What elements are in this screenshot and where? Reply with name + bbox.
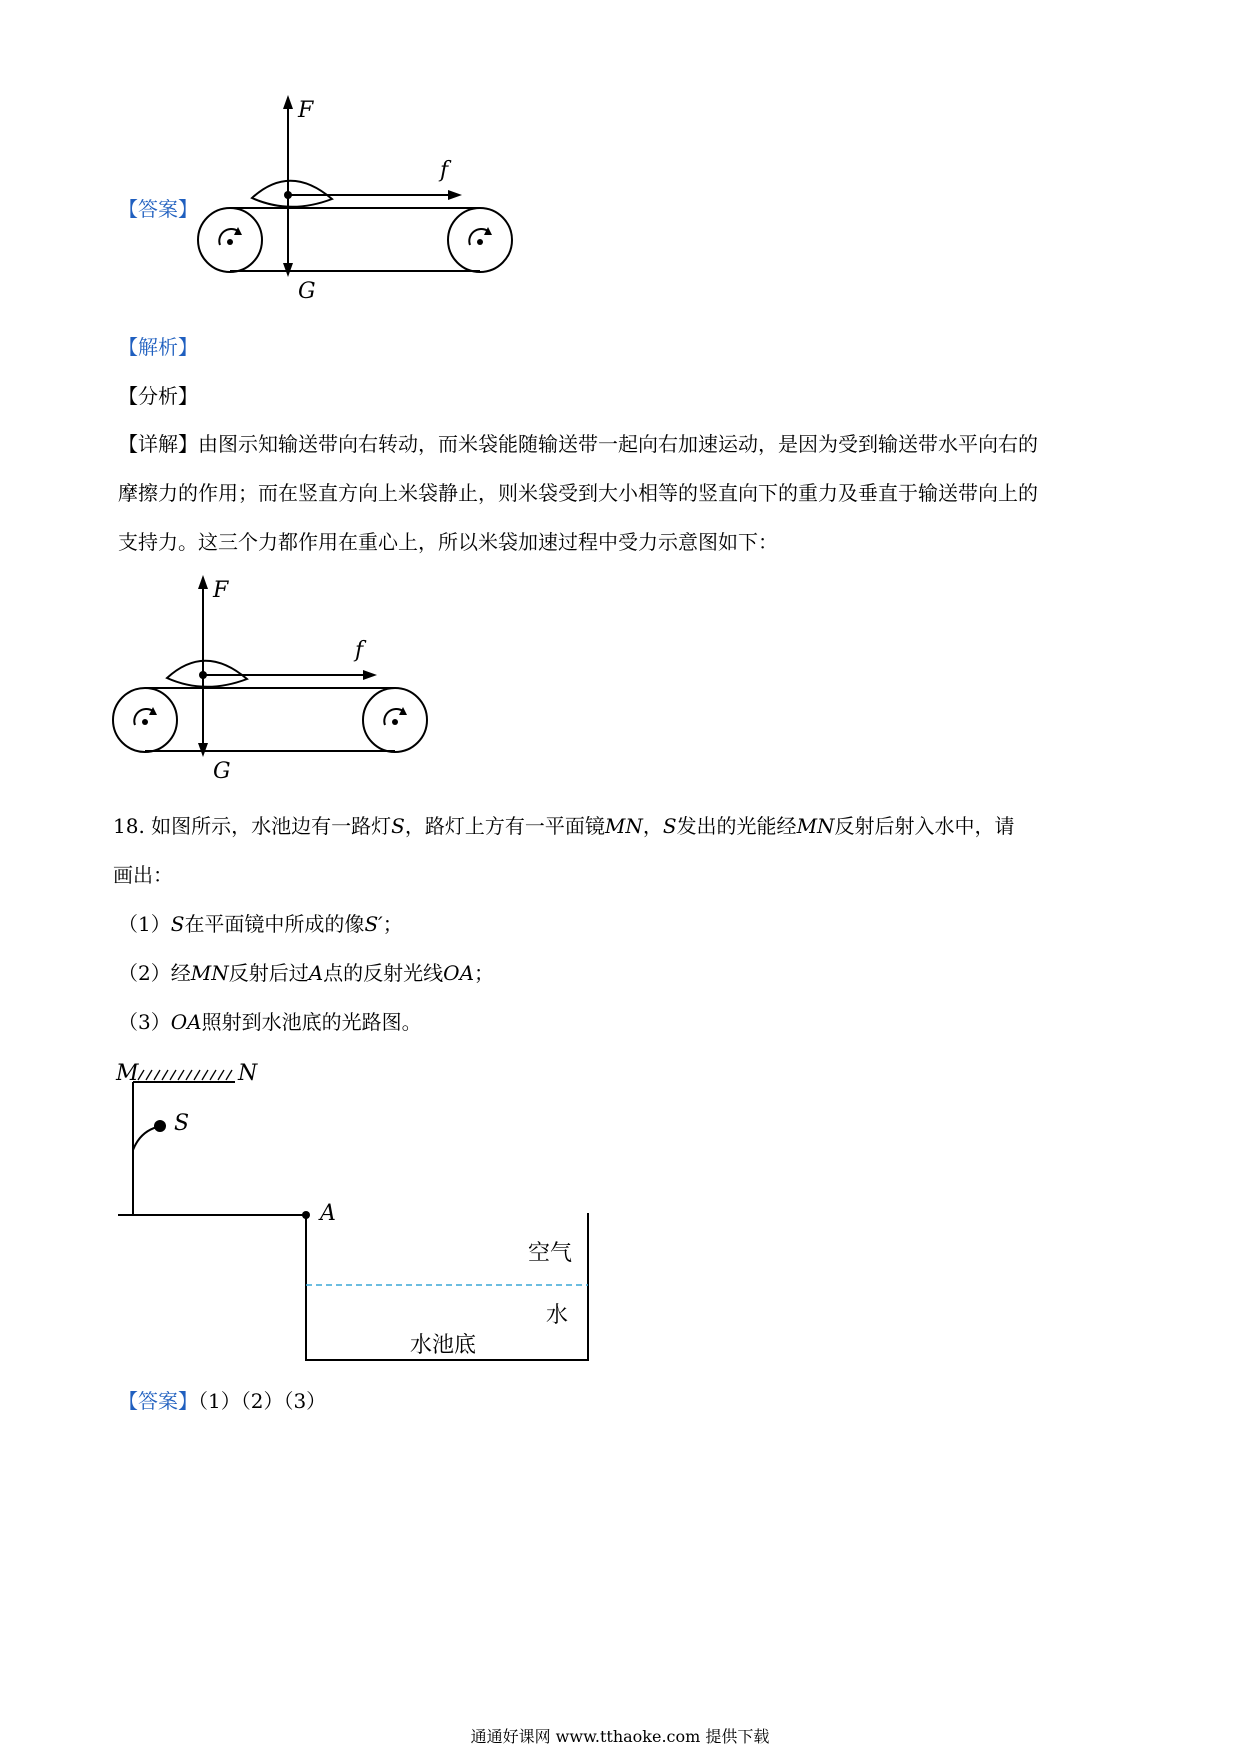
answer-tag-2: 【答案】	[118, 1389, 198, 1413]
label-water: 水	[546, 1303, 569, 1328]
label-pool-bottom: 水池底	[410, 1333, 477, 1358]
analysis-tag: 【解析】	[118, 335, 198, 359]
q18-line-2: 画出：	[113, 863, 173, 887]
answer-18-line	[118, 1388, 326, 1414]
rice-bag	[252, 181, 332, 207]
fenxi-tag: 【分析】	[118, 384, 198, 408]
label-F: F	[298, 98, 314, 123]
detail-line-3: 支持力。这三个力都作用在重心上，所以米袋加速过程中受力示意图如下：	[118, 530, 778, 554]
lamp-S	[154, 1120, 166, 1132]
detail-line-1: 【详解】由图示知输送带向右转动，而米袋能随输送带一起向右加速运动，是因为受到输送带水平向右的	[118, 432, 1038, 456]
label-G-2: G	[213, 759, 231, 784]
pool-mirror-diagram	[110, 1050, 610, 1370]
detail-line-2: 摩擦力的作用；而在竖直方向上米袋静止，则米袋受到大小相等的竖直向下的重力及垂直于输送带向上的	[118, 481, 1038, 505]
label-G: G	[298, 279, 316, 304]
q18-line-1: 18. 如图所示，水池边有一路灯S，路灯上方有一平面镜MN，S发出的光能经MN反射后射入水中，请	[113, 814, 1015, 838]
answer-18-text: （1）（2）（3）	[198, 1389, 327, 1413]
answer-tag: 【答案】	[118, 197, 198, 221]
label-f-2: f	[355, 638, 364, 663]
point-A	[302, 1211, 310, 1219]
label-S: S	[174, 1111, 190, 1136]
q18-item-1: （1）S在平面镜中所成的像S′；	[118, 912, 403, 936]
q18-item-3: （3）OA照射到水池底的光路图。	[118, 1010, 422, 1034]
label-F-2: F	[213, 578, 229, 603]
q18-item-2: （2）经MN反射后过A点的反射光线OA；	[118, 961, 495, 985]
label-air: 空气	[528, 1241, 573, 1266]
label-M: M	[116, 1061, 139, 1086]
page-footer: 通通好课网 www.tthaoke.com 提供下载	[470, 1727, 770, 1746]
label-A: A	[320, 1201, 336, 1226]
label-f: f	[440, 158, 449, 183]
detail-tag: 【详解】	[118, 432, 198, 456]
conveyor-force-diagram-1	[190, 95, 530, 310]
label-N: N	[238, 1061, 258, 1086]
conveyor-force-diagram-2	[105, 575, 445, 790]
force-f-arrowhead	[448, 190, 462, 200]
force-F-arrowhead	[283, 95, 293, 109]
center-of-gravity	[284, 191, 292, 199]
